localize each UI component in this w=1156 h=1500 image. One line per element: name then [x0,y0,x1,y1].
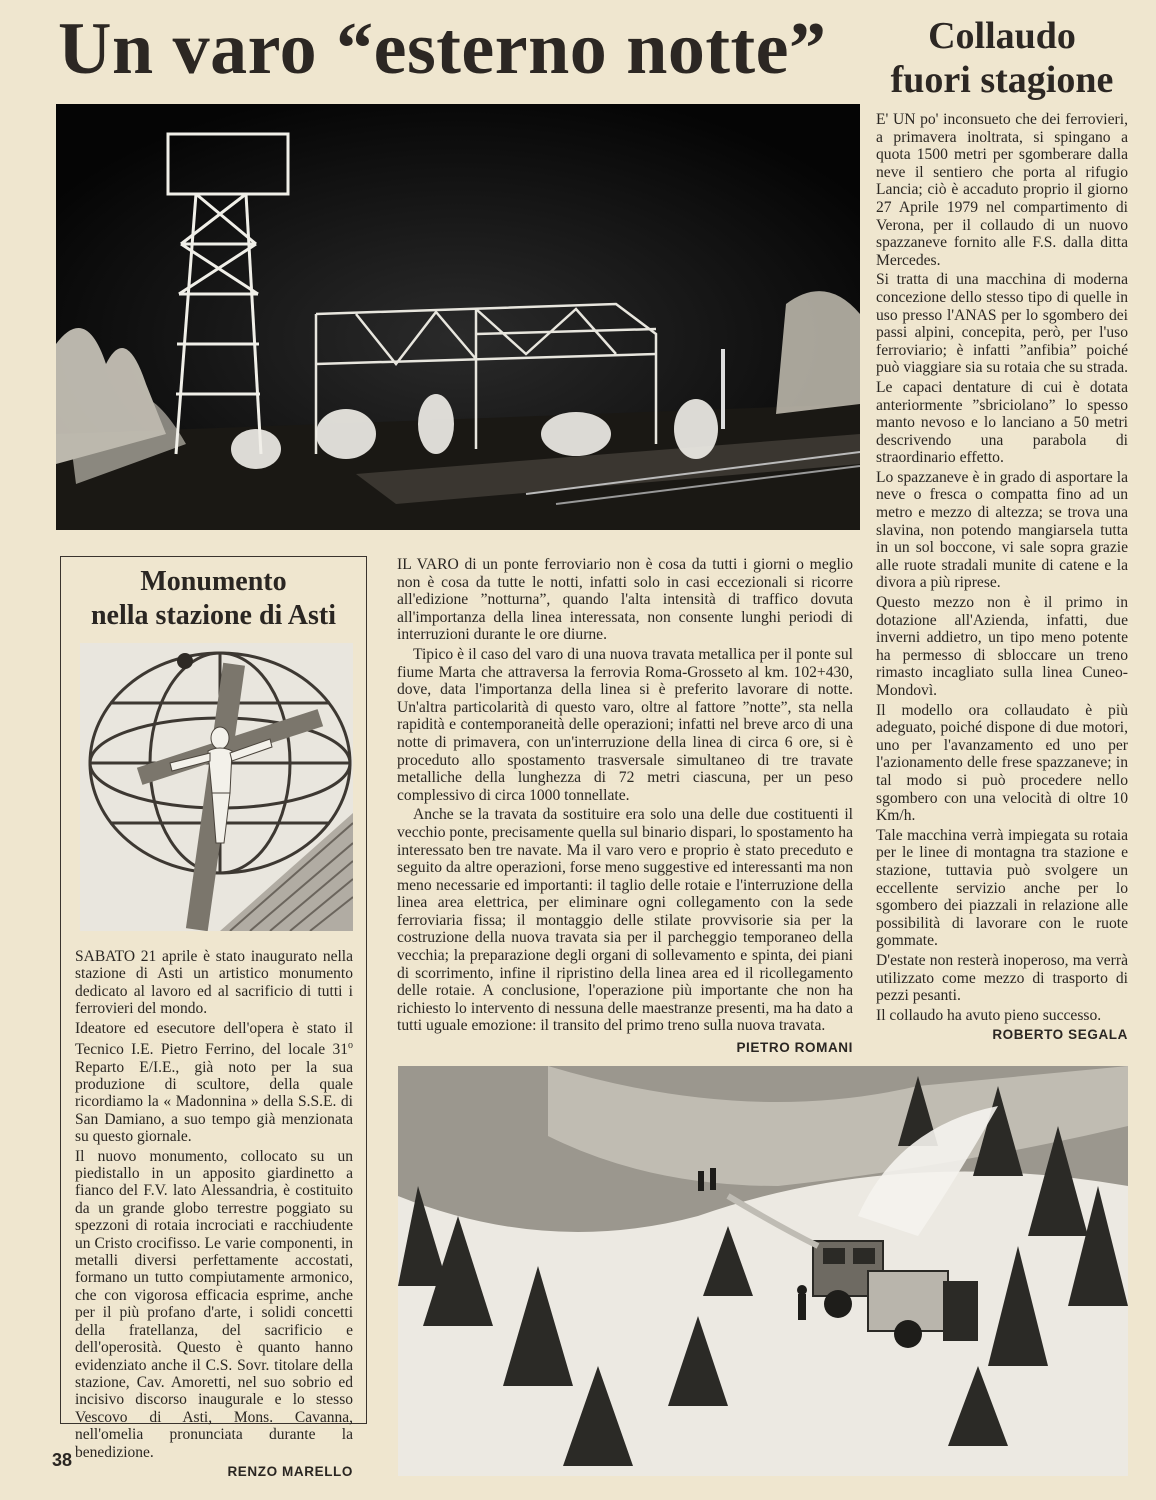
side-paragraph: E' UN po' inconsueto che dei ferrovieri, a primavera inoltrata, si spingano a quota 1500 metri per sgomberare dalla neve il sentiero che porta al rifugio Lancia; ciò è accaduto proprio il giorno 27 Aprile 1979 nel compartimento di Verona, per il collaudo di un nuovo spazzaneve fornito alle F.S. dalla ditta Mercedes. [876,111,1128,269]
box-paragraph: SABATO 21 aprile è stato inaugurato nella stazione di Asti un artistico monumento dedicato al lavoro ed al sacrificio di tutti i ferrovieri del mondo. [75,948,353,1018]
bridge-night-illustration [56,104,860,530]
side-paragraph: Tale macchina verrà impiegata su rotaia per le linee di montagna tra stazione e stazione, tuttavia può svolgere un eccellente servizio anche per lo sgombero dei piazzali in relazione alle possibilità di lavorare con le ruote gommate. [876,826,1128,950]
box-p2-rest: Reparto E/I.E., già noto per la sua produzione di scultore, della quale ricordiamo la « Madonnina » della S.S.E. di San Damiano, a suo tempo già menzionata su questo giornale. [75,1058,353,1146]
side-title-line1: Collaudo [928,15,1076,57]
box-title-line2: nella stazione di Asti [90,600,336,631]
monument-box-title [62,565,365,633]
side-paragraph: Le capaci dentature di cui è dotata anteriormente ”sbriciolano” lo spesso manto nevoso e lo lanciano a 50 metri descrivendo una parabola di straordinario effetto. [876,378,1128,467]
side-article-author: ROBERTO SEGALA [992,1027,1128,1043]
box-p2-text: Ideatore ed esecutore dell'opera è stato il Tecnico I.E. Pietro Ferrino, del locale 31 [75,1019,353,1059]
monument-illustration [80,643,353,931]
box-title-line1: Monumento [140,566,287,597]
monument-box-body [75,948,353,1480]
side-paragraph: Questo mezzo non è il primo in dotazione all'Azienda, infatti, due inverni addietro, un tipo meno potente ha permesso di sbloccare un treno rimasto incagliato sulla linea Cuneo-Mondovì. [876,594,1128,699]
side-title-line2: fuori stagione [890,59,1114,101]
main-paragraph: Tipico è il caso del varo di una nuova travata metallica per il ponte sul fiume Marta che attraversa la ferrovia Roma-Grosseto al km. 102+430, dove, data l'importanza della linea si è preferito lavorare di notte. Un'altra particolarità di questo varo, oltre al fattore ”notte”, sta nella rapidità e contemporaneità delle operazioni; infatti nel breve arco di una notte di primavera, con un'interruzione della linea di circa 6 ore, si è proceduto allo spostamento trasversale simultaneo di tre travate metalliche della lunghezza di 72 metri ciascuna, per un peso complessivo di circa 1000 tonnellate. [397,645,853,804]
side-paragraph: D'estate non resterà inoperoso, ma verrà utilizzato come mezzo di trasporto di pezzi pesanti. [876,951,1128,1005]
box-article-author: RENZO MARELLO [227,1463,353,1479]
side-paragraph: Il collaudo ha avuto pieno successo. [876,1006,1102,1024]
box-paragraph: Il nuovo monumento, collocato su un piedistallo in un apposito giardinetto a fianco del F.V. lato Alessandria, è costituito da un grande globo terrestre poggiato su spezzoni di rotaia incrociati e racchiudente un Cristo crocifisso. Le varie componenti, in metalli diversi perfettamente accostati, formano un tutto compiutamente armonico, che con vigorosa efficacia esprime, anche per il più profano d'arte, i solidi concetti della fratellanza, del sacrificio e dell'operosità. Questo è quanto hanno evidenziato anche il C.S. Sovr. titolare della stazione, Cav. Amoretti, nel suo sobrio ed incisivo discorso inaugurale e lo stesso Vescovo di Asti, Mons. Cavanna, nell'omelia pronunciata durante la benedizione. [75,1147,353,1461]
side-paragraph: Il modello ora collaudato è più adeguato, poiché dispone di due motori, uno per l'avanzamento ed uno per l'azionamento delle frese spazzaneve; in tal modo si può procedere nello sgombero con una velocità di oltre 10 Km/h. [876,701,1128,825]
main-paragraph: IL VARO di un ponte ferroviario non è cosa da tutti i giorni o meglio non è cosa da tutte le notti, infatti solo in casi eccezionali si ricorre all'edizione ”notturna”, quando l'alta intensità di traffico dovuta all'importanza della linea interessata, non consente lunghi periodi di interruzioni durante le ore diurne. [397,556,853,644]
side-paragraph: Lo spazzaneve è in grado di asportare la neve o fresca o compatta fino ad un metro e mezzo di altezza; se trova una slavina, non potendo mangiarsela tutta in un sol boccone, vi sale sopra grazie alle ruote stradali munite di catene e la divora a più riprese. [876,468,1128,592]
side-article-title [868,14,1136,102]
page-number: 38 [52,1450,73,1470]
snowplow-illustration [398,1066,1128,1476]
side-article-body [876,111,1128,1044]
main-paragraph: Anche se la travata da sostituire era solo una delle due costituenti il vecchio ponte, precisamente quella sul binario dispari, lo spostamento ha interessato ben tre navate. Ma il varo vero e proprio è stato preceduto e seguito da altre operazioni, forse meno suggestive ed interessanti ma non meno necessarie ed importanti: il taglio delle rotaie e l'interruzione della linea area elettrica, per eliminare ogni collegamento con la sede ferroviaria fissa; il montaggio delle stilate provvisorie sia per la costruzione della nuova travata sia per il parcheggio temporaneo della vecchia; la preparazione degli organi di sollevamento e spinta, dei piani di scorrimento, infine il ripristino della linea area ed il ricollegamento delle rotaie. A conclusione, l'operazione più importante che non ha richiesto lo intervento di nessuna delle maestranze presenti, ma ha dato a tutti uguale emozione: il transito del primo treno sulla nuova travata. [397,806,853,1035]
bridge-night-photo [56,104,860,530]
box-p2-superscript: o [348,1040,353,1052]
main-headline: Un varo “esterno notte” [58,8,827,90]
side-paragraph: Si tratta di una macchina di moderna concezione dello stesso tipo di quelle in uso presso l'ANAS per lo sgombero dei passi alpini, concepita, però, per l'uso ferroviario; è infatti ”anfibia” poiché può viaggiare sia su rotaia che su strada. [876,271,1129,377]
monument-photo [80,643,353,931]
main-article-body [397,556,853,1057]
snowplow-photo [398,1066,1128,1476]
main-article-author: PIETRO ROMANI [736,1040,853,1056]
box-paragraph [75,1020,353,1146]
